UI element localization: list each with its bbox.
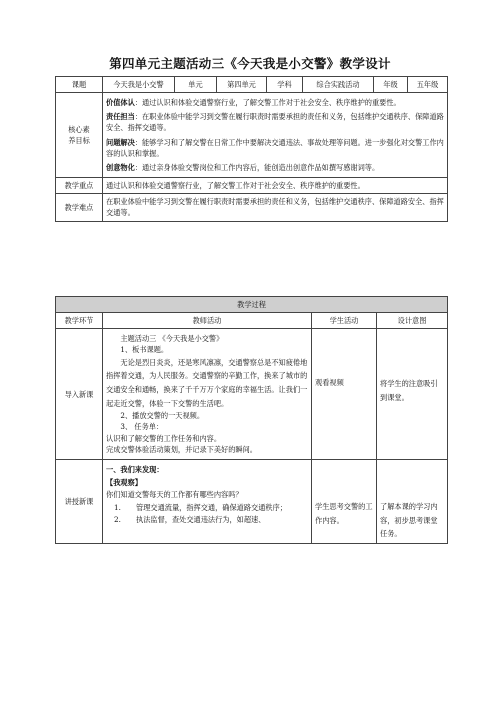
info-value-subject: 综合实践活动	[303, 77, 374, 93]
process-columns	[56, 313, 448, 329]
document-title: 第四单元主题活动三《今天我是小交警》教学设计	[109, 56, 391, 71]
intro-teacher: 主题活动三 《今天我是小交警》 1、板书课题。 无论是烈日炎炎，还是寒风凛凛，交通警察总是不知疲倦地指挥着交通，为人民服务。交通警察的辛勤工作，换来了城市的交通安全和通畅，换来了千千万万个家庭的幸福生活。让我们一起走近交警，体验一下交警的生活吧。 2、播放交警的一天视频。 3、 任务单： 认识和了解交警的工作任务和内容。 完成交警体验活动策划，并记录下美好的瞬间。	[103, 329, 312, 460]
new-stage: 讲授新课	[56, 459, 103, 543]
col-student: 学生活动	[312, 313, 377, 329]
difficulty-text: 在职业体验中能学习到交警在履行职责时需要承担的责任和义务，包括维护交通秩序、保障道路安全、指挥交通等。	[103, 194, 448, 221]
new-intent: 了解本课的学习内容，初步思考课堂任务。	[377, 459, 448, 543]
intro-stage: 导入新课	[56, 329, 103, 460]
goal-item: 价值体认：通过认识和体验交通警察行业，了解交警工作对于社会安全、秩序维护的重要性。	[106, 98, 401, 108]
intro-intent: 将学生的注意吸引到课堂。	[377, 329, 448, 460]
goals-label: 核心素 养目标	[56, 93, 103, 178]
intro-row	[56, 329, 448, 460]
info-key-topic: 课题	[56, 77, 103, 93]
goals-content	[103, 93, 448, 178]
info-key-unit: 单元	[175, 77, 217, 93]
info-row	[56, 77, 448, 93]
new-teacher: 一、我们来发现： 【我观察】 你们知道交警每天的工作都有哪些内容吗？ 1. 管理交通流量，指挥交通，确保道路交通秩序； 2. 执法监督，查处交通违法行为，如超速、	[103, 459, 312, 543]
info-key-subject: 学科	[267, 77, 303, 93]
col-intent: 设计意图	[377, 313, 448, 329]
info-table	[55, 76, 448, 222]
info-key-grade: 年级	[374, 77, 408, 93]
intro-student: 观看视频	[312, 329, 377, 460]
col-stage: 教学环节	[56, 313, 103, 329]
new-student: 学生思考交警的工作内容。	[312, 459, 377, 543]
process-table	[55, 296, 448, 544]
info-value-grade: 五年级	[408, 77, 448, 93]
focus-label: 教学重点	[56, 178, 103, 194]
focus-text: 通过认识和体验交通警察行业，了解交警工作对于社会安全、秩序维护的重要性。	[103, 178, 448, 194]
goal-item: 创意物化：通过亲身体验交警岗位和工作内容后，能创造出创意作品如撰写感谢词等。	[106, 162, 380, 172]
new-row	[56, 459, 448, 543]
goals-row	[56, 93, 448, 178]
col-teacher: 教师活动	[103, 313, 312, 329]
process-header: 教学过程	[56, 297, 448, 313]
goal-item: 责任担当：在职业体验中能学习到交警在履行职责时需要承担的责任和义务，包括维护交通秩序、保障道路安全、指挥交通等。	[106, 112, 444, 133]
info-value-topic: 今天我是小交警	[103, 77, 175, 93]
difficulty-row	[56, 194, 448, 221]
info-value-unit: 第四单元	[217, 77, 267, 93]
difficulty-label: 教学难点	[56, 194, 103, 221]
focus-row	[56, 178, 448, 194]
goal-item: 问题解决：能够学习和了解交警在日常工作中要解决交通违法、事故处理等问题。进一步强化对交警工作内容的认识和掌握。	[106, 137, 444, 158]
